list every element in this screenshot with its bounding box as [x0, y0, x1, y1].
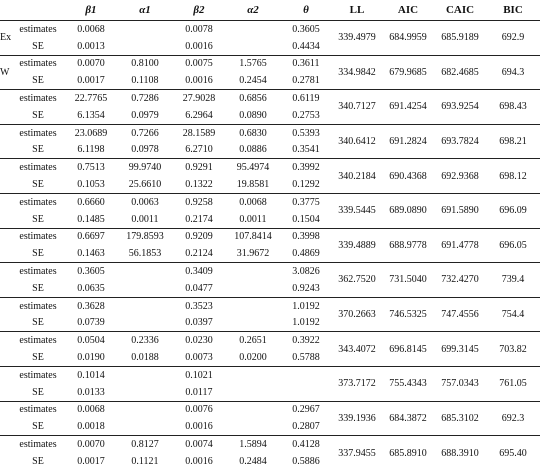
row-kind-se: SE — [32, 352, 44, 364]
caic-cell: 757.0343 — [434, 366, 486, 401]
aic-cell: 684.3872 — [382, 401, 434, 436]
bic-cell: 698.21 — [486, 124, 540, 159]
estimate-cell: 107.8414 — [226, 228, 280, 245]
row-kind-se: SE — [32, 456, 44, 468]
se-cell — [226, 280, 280, 297]
se-cell: 0.1053 — [77, 179, 105, 191]
aic-cell: 746.5325 — [382, 297, 434, 332]
estimate-cell: 0.0063 — [118, 193, 172, 210]
se-cell: 0.0190 — [77, 352, 105, 364]
bic-cell: 739.4 — [486, 263, 540, 298]
estimate-cell: 0.3605 — [292, 23, 320, 35]
model-label — [0, 193, 12, 228]
row-kind-se: SE — [32, 213, 44, 225]
se-cell: 0.2454 — [239, 75, 267, 87]
se-cell: 0.0017 — [77, 456, 105, 468]
caic-cell: 691.4778 — [434, 228, 486, 263]
estimate-cell: 0.1014 — [64, 366, 118, 383]
ll-cell: 339.4889 — [332, 228, 382, 263]
se-cell: 0.1108 — [131, 75, 159, 87]
row-kind-se: SE — [32, 40, 44, 52]
se-cell: 0.0117 — [185, 386, 213, 398]
model-label: Ex — [0, 32, 12, 44]
se-cell: 0.0477 — [185, 282, 213, 294]
estimate-cell — [118, 297, 172, 314]
model-label — [0, 366, 12, 401]
table-row-estimates — [0, 90, 540, 107]
estimate-cell: 0.7286 — [118, 90, 172, 107]
estimate-cell: 1.0192 — [280, 297, 332, 314]
header-alpha2: α2 — [226, 0, 280, 21]
se-cell: 0.1504 — [292, 213, 320, 225]
estimate-cell: 95.4974 — [226, 159, 280, 176]
table-row-estimates — [0, 401, 540, 418]
estimate-cell: 0.6856 — [226, 90, 280, 107]
row-kind-se: SE — [32, 75, 44, 87]
bic-cell: 696.05 — [486, 228, 540, 263]
header-row — [0, 0, 540, 21]
estimate-cell: 22.7765 — [64, 90, 118, 107]
row-kind-estimates: estimates — [12, 90, 64, 107]
se-cell — [118, 280, 172, 297]
estimate-cell: 0.0078 — [185, 23, 213, 35]
estimate-cell: 99.9740 — [118, 159, 172, 176]
row-kind-se: SE — [32, 282, 44, 294]
aic-cell: 691.2824 — [382, 124, 434, 159]
se-cell: 0.3541 — [292, 144, 320, 156]
row-kind-estimates: estimates — [12, 263, 64, 280]
estimate-cell: 0.8127 — [118, 436, 172, 453]
estimate-cell — [118, 366, 172, 383]
se-cell: 0.0886 — [239, 144, 267, 156]
aic-cell: 691.4254 — [382, 90, 434, 125]
estimate-cell: 0.6697 — [64, 228, 118, 245]
estimate-cell: 0.8100 — [118, 55, 172, 72]
se-cell: 0.4434 — [292, 40, 320, 52]
se-cell: 6.1354 — [77, 109, 105, 121]
se-cell: 0.1292 — [292, 179, 320, 191]
estimate-cell: 0.0068 — [77, 23, 105, 35]
se-cell: 0.0200 — [239, 352, 267, 364]
se-cell: 0.1121 — [131, 456, 159, 468]
estimate-cell: 27.9028 — [172, 90, 226, 107]
estimate-cell: 0.3998 — [280, 228, 332, 245]
se-cell: 56.1853 — [128, 248, 162, 260]
se-cell: 0.0739 — [77, 317, 105, 329]
se-cell — [118, 315, 172, 332]
model-label — [0, 263, 12, 298]
aic-cell: 690.4368 — [382, 159, 434, 194]
estimate-cell: 0.7513 — [64, 159, 118, 176]
se-cell: 0.0073 — [185, 352, 213, 364]
se-cell — [226, 38, 280, 55]
estimate-cell: 0.0074 — [172, 436, 226, 453]
se-cell: 0.0011 — [131, 213, 159, 225]
estimate-cell: 0.0070 — [64, 55, 118, 72]
estimate-cell: 0.2651 — [226, 332, 280, 349]
table-row-estimates — [0, 436, 540, 453]
model-label — [0, 401, 12, 436]
caic-cell: 682.4685 — [434, 55, 486, 90]
estimate-cell: 0.0230 — [172, 332, 226, 349]
aic-cell: 755.4343 — [382, 366, 434, 401]
caic-cell: 692.9368 — [434, 159, 486, 194]
se-cell: 0.0133 — [77, 386, 105, 398]
estimate-cell: 0.7266 — [118, 124, 172, 141]
se-cell: 0.2174 — [185, 213, 213, 225]
se-cell: 0.0635 — [77, 282, 105, 294]
se-cell — [226, 418, 280, 435]
se-cell: 0.2484 — [239, 456, 267, 468]
caic-cell: 699.3145 — [434, 332, 486, 367]
caic-cell: 732.4270 — [434, 263, 486, 298]
header-beta2: β2 — [172, 0, 226, 21]
row-kind-estimates: estimates — [12, 436, 64, 453]
row-kind-estimates: estimates — [12, 297, 64, 314]
caic-cell: 685.9189 — [441, 32, 479, 44]
se-cell: 0.5788 — [292, 352, 320, 364]
estimate-cell: 0.3922 — [280, 332, 332, 349]
se-cell: 1.0192 — [292, 317, 320, 329]
row-kind-estimates: estimates — [12, 228, 64, 245]
model-label — [0, 159, 12, 194]
table-row-estimates — [0, 366, 540, 383]
estimate-cell: 23.0689 — [64, 124, 118, 141]
header-ll: LL — [332, 0, 382, 21]
estimate-cell: 0.4128 — [280, 436, 332, 453]
caic-cell: 691.5890 — [434, 193, 486, 228]
ll-cell: 373.7172 — [332, 366, 382, 401]
se-cell: 0.0890 — [239, 109, 267, 121]
ll-cell: 340.7127 — [332, 90, 382, 125]
header-model-blank — [0, 0, 12, 21]
table-row-estimates — [0, 55, 540, 72]
row-kind-estimates: estimates — [12, 332, 64, 349]
row-kind-se: SE — [32, 109, 44, 121]
ll-cell: 334.9842 — [332, 55, 382, 90]
se-cell: 0.0016 — [185, 40, 213, 52]
aic-cell: 688.9778 — [382, 228, 434, 263]
model-label — [0, 297, 12, 332]
estimate-cell: 0.2967 — [280, 401, 332, 418]
se-cell: 0.0017 — [77, 75, 105, 87]
se-cell — [118, 418, 172, 435]
model-label — [0, 436, 12, 471]
se-cell: 0.0979 — [131, 109, 159, 121]
se-cell: 19.8581 — [236, 179, 270, 191]
model-label — [0, 332, 12, 367]
row-kind-se: SE — [32, 386, 44, 398]
row-kind-estimates: estimates — [12, 124, 64, 141]
estimate-cell: 0.9258 — [172, 193, 226, 210]
bic-cell: 698.12 — [486, 159, 540, 194]
estimate-cell — [226, 21, 280, 38]
ll-cell: 340.2184 — [332, 159, 382, 194]
ll-cell: 343.4072 — [332, 332, 382, 367]
estimate-cell: 0.9209 — [172, 228, 226, 245]
aic-cell: 679.9685 — [382, 55, 434, 90]
model-label — [0, 90, 12, 125]
row-kind-se: SE — [32, 317, 44, 329]
row-kind-se: SE — [32, 179, 44, 191]
table-body — [0, 21, 540, 471]
model-label — [0, 124, 12, 159]
estimate-cell: 0.6119 — [280, 90, 332, 107]
se-cell: 25.6610 — [128, 179, 162, 191]
estimate-cell: 3.0826 — [280, 263, 332, 280]
estimate-cell: 0.2336 — [118, 332, 172, 349]
bic-cell: 698.43 — [486, 90, 540, 125]
estimate-cell: 0.0068 — [226, 193, 280, 210]
bic-cell: 692.3 — [486, 401, 540, 436]
caic-cell: 693.7824 — [434, 124, 486, 159]
se-cell: 0.0011 — [239, 213, 267, 225]
estimate-cell: 0.0504 — [64, 332, 118, 349]
ll-cell: 339.5445 — [332, 193, 382, 228]
table-row-estimates — [0, 297, 540, 314]
estimate-cell — [280, 366, 332, 383]
row-kind-estimates: estimates — [12, 193, 64, 210]
bic-cell: 696.09 — [486, 193, 540, 228]
estimate-cell: 0.0075 — [172, 55, 226, 72]
bic-cell: 754.4 — [486, 297, 540, 332]
row-kind-se: SE — [32, 144, 44, 156]
se-cell: 0.0188 — [131, 352, 159, 364]
se-cell — [280, 384, 332, 401]
estimate-cell — [118, 263, 172, 280]
aic-cell: 684.9959 — [389, 32, 427, 44]
se-cell — [226, 384, 280, 401]
table-row-estimates — [0, 159, 540, 176]
ll-cell: 370.2663 — [332, 297, 382, 332]
estimate-cell — [226, 263, 280, 280]
estimate-cell — [226, 366, 280, 383]
estimate-cell: 0.5393 — [280, 124, 332, 141]
se-cell: 0.0013 — [77, 40, 105, 52]
estimate-cell: 0.0076 — [172, 401, 226, 418]
table-row-estimates — [0, 332, 540, 349]
se-cell: 0.1322 — [185, 179, 213, 191]
ll-cell: 339.1936 — [332, 401, 382, 436]
table-row-estimates — [0, 228, 540, 245]
estimate-cell: 0.3992 — [280, 159, 332, 176]
row-kind-estimates: estimates — [12, 366, 64, 383]
header-theta: θ — [280, 0, 332, 21]
caic-cell: 747.4556 — [434, 297, 486, 332]
se-cell: 0.2807 — [292, 421, 320, 433]
ll-cell: 340.6412 — [332, 124, 382, 159]
caic-cell: 688.3910 — [434, 436, 486, 471]
table-row-estimates — [0, 193, 540, 210]
bic-cell: 761.05 — [486, 366, 540, 401]
se-cell: 6.1198 — [77, 144, 105, 156]
estimate-cell — [226, 297, 280, 314]
table-row-estimates — [0, 263, 540, 280]
se-cell: 0.0397 — [185, 317, 213, 329]
row-kind-estimates: estimates — [19, 23, 57, 35]
se-cell: 6.2710 — [185, 144, 213, 156]
model-label: W — [0, 55, 12, 90]
aic-cell: 731.5040 — [382, 263, 434, 298]
estimate-cell: 0.3628 — [64, 297, 118, 314]
header-beta1: β1 — [64, 0, 118, 21]
estimate-cell: 28.1589 — [172, 124, 226, 141]
ll-cell: 339.4979 — [338, 32, 376, 44]
row-kind-estimates: estimates — [12, 401, 64, 418]
bic-cell: 694.3 — [486, 55, 540, 90]
se-cell: 0.0978 — [131, 144, 159, 156]
se-cell: 0.2124 — [185, 248, 213, 260]
bic-cell: 695.40 — [486, 436, 540, 471]
estimate-cell — [118, 21, 172, 38]
aic-cell: 689.0890 — [382, 193, 434, 228]
ll-cell: 337.9455 — [332, 436, 382, 471]
se-cell: 31.9672 — [236, 248, 270, 260]
row-kind-se: SE — [32, 248, 44, 260]
se-cell — [226, 315, 280, 332]
se-cell — [118, 38, 172, 55]
aic-cell: 685.8910 — [382, 436, 434, 471]
caic-cell: 693.9254 — [434, 90, 486, 125]
se-cell: 0.4869 — [292, 248, 320, 260]
se-cell: 0.1463 — [77, 248, 105, 260]
bic-cell: 703.82 — [486, 332, 540, 367]
estimate-cell — [226, 401, 280, 418]
estimate-cell: 0.0070 — [64, 436, 118, 453]
estimate-cell: 0.3775 — [280, 193, 332, 210]
estimate-cell: 0.1021 — [172, 366, 226, 383]
estimate-cell: 1.5894 — [226, 436, 280, 453]
estimate-cell: 0.3611 — [280, 55, 332, 72]
se-cell — [118, 384, 172, 401]
se-cell: 0.9243 — [292, 282, 320, 294]
estimate-cell: 0.3523 — [172, 297, 226, 314]
estimate-cell: 1.5765 — [226, 55, 280, 72]
ll-cell: 362.7520 — [332, 263, 382, 298]
se-cell: 6.2964 — [185, 109, 213, 121]
estimate-cell: 179.8593 — [118, 228, 172, 245]
se-cell: 0.5886 — [292, 456, 320, 468]
row-kind-estimates: estimates — [12, 159, 64, 176]
estimate-cell: 0.9291 — [172, 159, 226, 176]
model-label — [0, 228, 12, 263]
se-cell: 0.0016 — [185, 421, 213, 433]
table-row-estimates — [0, 21, 540, 38]
se-cell: 0.0016 — [185, 75, 213, 87]
se-cell: 0.2753 — [292, 109, 320, 121]
estimate-cell — [118, 401, 172, 418]
caic-cell: 685.3102 — [434, 401, 486, 436]
header-bic: BIC — [486, 0, 540, 21]
se-cell: 0.0018 — [77, 421, 105, 433]
se-cell: 0.2781 — [292, 75, 320, 87]
header-caic: CAIC — [434, 0, 486, 21]
estimate-cell: 0.3605 — [64, 263, 118, 280]
table-row-estimates — [0, 124, 540, 141]
estimate-cell: 0.0068 — [64, 401, 118, 418]
header-aic: AIC — [382, 0, 434, 21]
se-cell: 0.1485 — [77, 213, 105, 225]
se-cell: 0.0016 — [185, 456, 213, 468]
header-kind-blank — [12, 0, 64, 21]
row-kind-se: SE — [32, 421, 44, 433]
aic-cell: 696.8145 — [382, 332, 434, 367]
row-kind-estimates: estimates — [12, 55, 64, 72]
header-alpha1: α1 — [118, 0, 172, 21]
bic-cell: 692.9 — [501, 32, 525, 44]
estimate-cell: 0.6830 — [226, 124, 280, 141]
estimate-cell: 0.3409 — [172, 263, 226, 280]
estimate-cell: 0.6660 — [64, 193, 118, 210]
